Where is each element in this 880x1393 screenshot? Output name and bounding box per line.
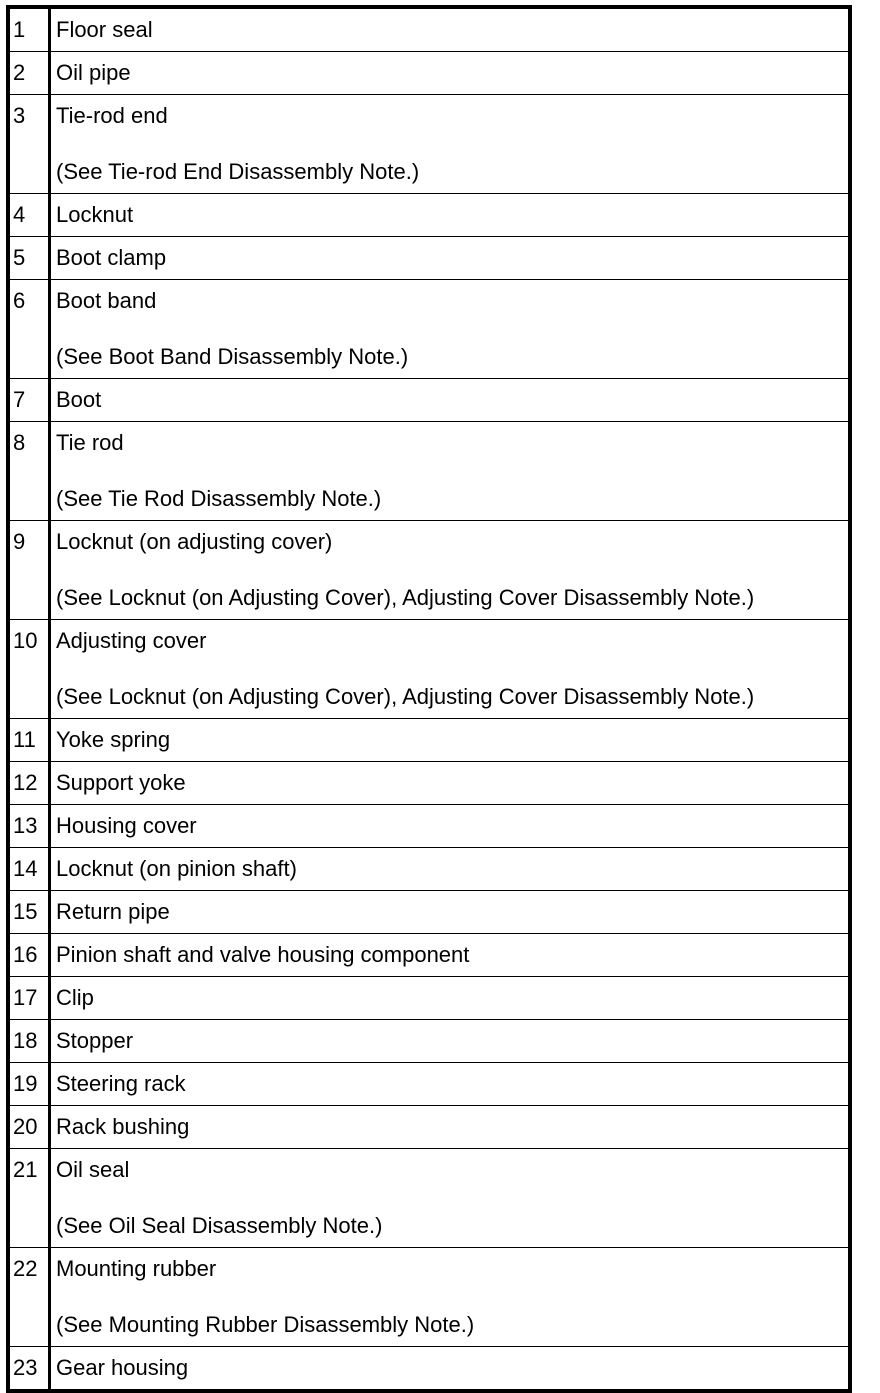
- part-name: Housing cover: [56, 813, 197, 838]
- table-row: [8, 1106, 850, 1149]
- part-name: Stopper: [56, 1028, 134, 1053]
- part-number-cell: 8: [8, 422, 50, 521]
- table-row: [8, 1347, 850, 1392]
- part-name: Locknut (on adjusting cover): [56, 529, 333, 554]
- table-row: [8, 379, 850, 422]
- part-description-cell: [50, 1248, 851, 1347]
- part-number-cell: 6: [8, 280, 50, 379]
- part-name: Return pipe: [56, 899, 170, 924]
- table-row: [8, 620, 850, 719]
- part-name: Clip: [56, 985, 94, 1010]
- disassembly-note: (See Tie-rod End Disassembly Note.): [56, 159, 420, 184]
- part-name: Pinion shaft and valve housing component: [56, 942, 470, 967]
- part-number-cell: 20: [8, 1106, 50, 1149]
- part-description-cell: [50, 1106, 851, 1149]
- part-name: Yoke spring: [56, 727, 171, 752]
- part-name: Boot clamp: [56, 245, 167, 270]
- disassembly-note: (See Locknut (on Adjusting Cover), Adjusting Cover Disassembly Note.): [56, 585, 755, 610]
- table-row: [8, 934, 850, 977]
- part-description-cell: [50, 422, 851, 521]
- part-name: Support yoke: [56, 770, 186, 795]
- part-number-cell: 9: [8, 521, 50, 620]
- part-number-cell: 17: [8, 977, 50, 1020]
- part-number-cell: 22: [8, 1248, 50, 1347]
- part-description-cell: [50, 194, 851, 237]
- part-description-cell: [50, 762, 851, 805]
- table-row: [8, 521, 850, 620]
- part-number-cell: 12: [8, 762, 50, 805]
- part-description-cell: [50, 719, 851, 762]
- table-row: [8, 237, 850, 280]
- part-number-cell: 5: [8, 237, 50, 280]
- part-number-cell: 10: [8, 620, 50, 719]
- table-row: [8, 1063, 850, 1106]
- part-name: Tie rod: [56, 430, 124, 455]
- table-row: [8, 194, 850, 237]
- part-number-cell: 11: [8, 719, 50, 762]
- table-row: [8, 52, 850, 95]
- part-description-cell: [50, 1020, 851, 1063]
- disassembly-note: (See Locknut (on Adjusting Cover), Adjusting Cover Disassembly Note.): [56, 684, 755, 709]
- part-number-cell: 3: [8, 95, 50, 194]
- part-name: Oil seal: [56, 1157, 130, 1182]
- part-description-cell: [50, 1063, 851, 1106]
- part-name: Tie-rod end: [56, 103, 168, 128]
- part-number-cell: 19: [8, 1063, 50, 1106]
- part-description-cell: [50, 237, 851, 280]
- table-row: [8, 977, 850, 1020]
- part-number-cell: 2: [8, 52, 50, 95]
- table-row: [8, 719, 850, 762]
- parts-table: [6, 5, 852, 1393]
- part-name: Locknut (on pinion shaft): [56, 856, 297, 881]
- part-name: Mounting rubber: [56, 1256, 217, 1281]
- disassembly-note: (See Boot Band Disassembly Note.): [56, 344, 409, 369]
- table-row: [8, 891, 850, 934]
- part-description-cell: [50, 805, 851, 848]
- table-row: [8, 422, 850, 521]
- part-description-cell: [50, 891, 851, 934]
- part-description-cell: [50, 379, 851, 422]
- parts-table-body: [8, 7, 850, 1391]
- part-name: Steering rack: [56, 1071, 186, 1096]
- part-number-cell: 14: [8, 848, 50, 891]
- part-description-cell: [50, 52, 851, 95]
- part-description-cell: [50, 521, 851, 620]
- table-row: [8, 1248, 850, 1347]
- part-description-cell: [50, 7, 851, 52]
- part-name: Floor seal: [56, 17, 153, 42]
- part-description-cell: [50, 977, 851, 1020]
- part-number-cell: 1: [8, 7, 50, 52]
- part-description-cell: [50, 1149, 851, 1248]
- part-description-cell: [50, 1347, 851, 1392]
- part-number-cell: 4: [8, 194, 50, 237]
- table-row: [8, 280, 850, 379]
- part-name: Gear housing: [56, 1355, 189, 1380]
- part-description-cell: [50, 848, 851, 891]
- part-name: Oil pipe: [56, 60, 131, 85]
- part-description-cell: [50, 620, 851, 719]
- part-name: Adjusting cover: [56, 628, 207, 653]
- disassembly-note: (See Mounting Rubber Disassembly Note.): [56, 1312, 475, 1337]
- table-row: [8, 95, 850, 194]
- table-row: [8, 1149, 850, 1248]
- table-row: [8, 848, 850, 891]
- part-number-cell: 23: [8, 1347, 50, 1392]
- part-description-cell: [50, 280, 851, 379]
- part-number-cell: 21: [8, 1149, 50, 1248]
- part-number-cell: 7: [8, 379, 50, 422]
- table-row: [8, 7, 850, 52]
- table-row: [8, 805, 850, 848]
- table-row: [8, 762, 850, 805]
- part-name: Boot band: [56, 288, 157, 313]
- disassembly-note: (See Tie Rod Disassembly Note.): [56, 486, 382, 511]
- part-name: Rack bushing: [56, 1114, 190, 1139]
- part-number-cell: 16: [8, 934, 50, 977]
- part-description-cell: [50, 934, 851, 977]
- part-name: Locknut: [56, 202, 134, 227]
- part-number-cell: 15: [8, 891, 50, 934]
- disassembly-note: (See Oil Seal Disassembly Note.): [56, 1213, 383, 1238]
- part-name: Boot: [56, 387, 102, 412]
- table-row: [8, 1020, 850, 1063]
- part-description-cell: [50, 95, 851, 194]
- part-number-cell: 18: [8, 1020, 50, 1063]
- part-number-cell: 13: [8, 805, 50, 848]
